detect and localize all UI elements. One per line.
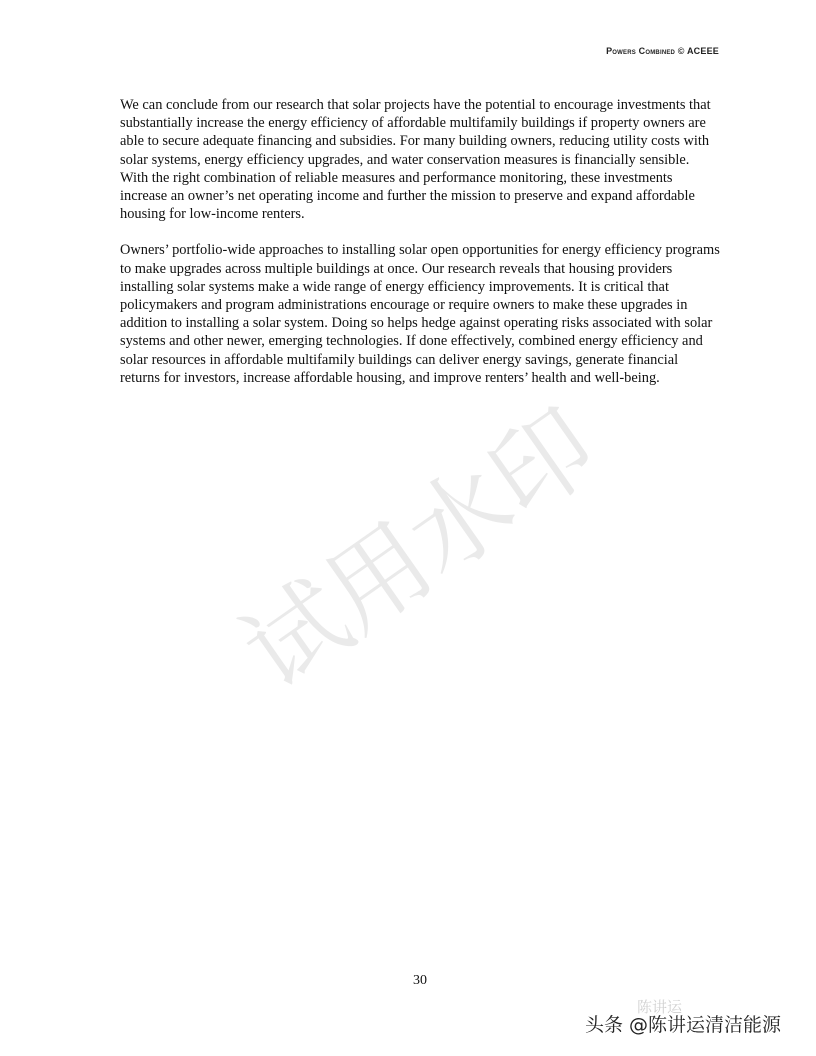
paragraph-conclusion: We can conclude from our research that solar projects have the potential to encourage investments that substantially increase the energy efficiency of affordable multifamily buildings if property owners are able to secure adequate financing and subsidies. For many building owners, reducing utility costs with solar systems, energy efficiency upgrades, and water conservation measures is financially sensible. With the right combination of reliable measures and performance monitoring, these investments increase an owner’s net operating income and further the mission to preserve and expand affordable housing for low-income renters.: [120, 97, 711, 223]
trial-watermark: 试用水印: [222, 386, 618, 712]
footer-watermark: [585, 998, 782, 1037]
page-number: 30: [413, 973, 427, 988]
body-text: [120, 96, 720, 405]
paragraph-recommendation: Owners’ portfolio-wide approaches to installing solar open opportunities for energy efficiency programs to make upgrades across multiple buildings at once. Our research reveals that housing providers installing solar systems make a wide range of energy efficiency improvements. It is critical that policymakers and program administrations encourage or require owners to make these upgrades in addition to installing a solar system. Doing so helps hedge against operating risks associated with solar systems and other newer, emerging technologies. If done effectively, combined energy efficiency and solar resources in affordable multifamily buildings can deliver energy savings, generate financial returns for investors, increase affordable housing, and improve renters’ health and well-being.: [120, 242, 720, 386]
running-header: Powers Combined © ACEEE: [606, 46, 719, 56]
footer-faint-watermark: 陈讲运: [637, 998, 683, 1016]
footer-watermark-text: 头条 @陈讲运清洁能源: [585, 1014, 782, 1036]
